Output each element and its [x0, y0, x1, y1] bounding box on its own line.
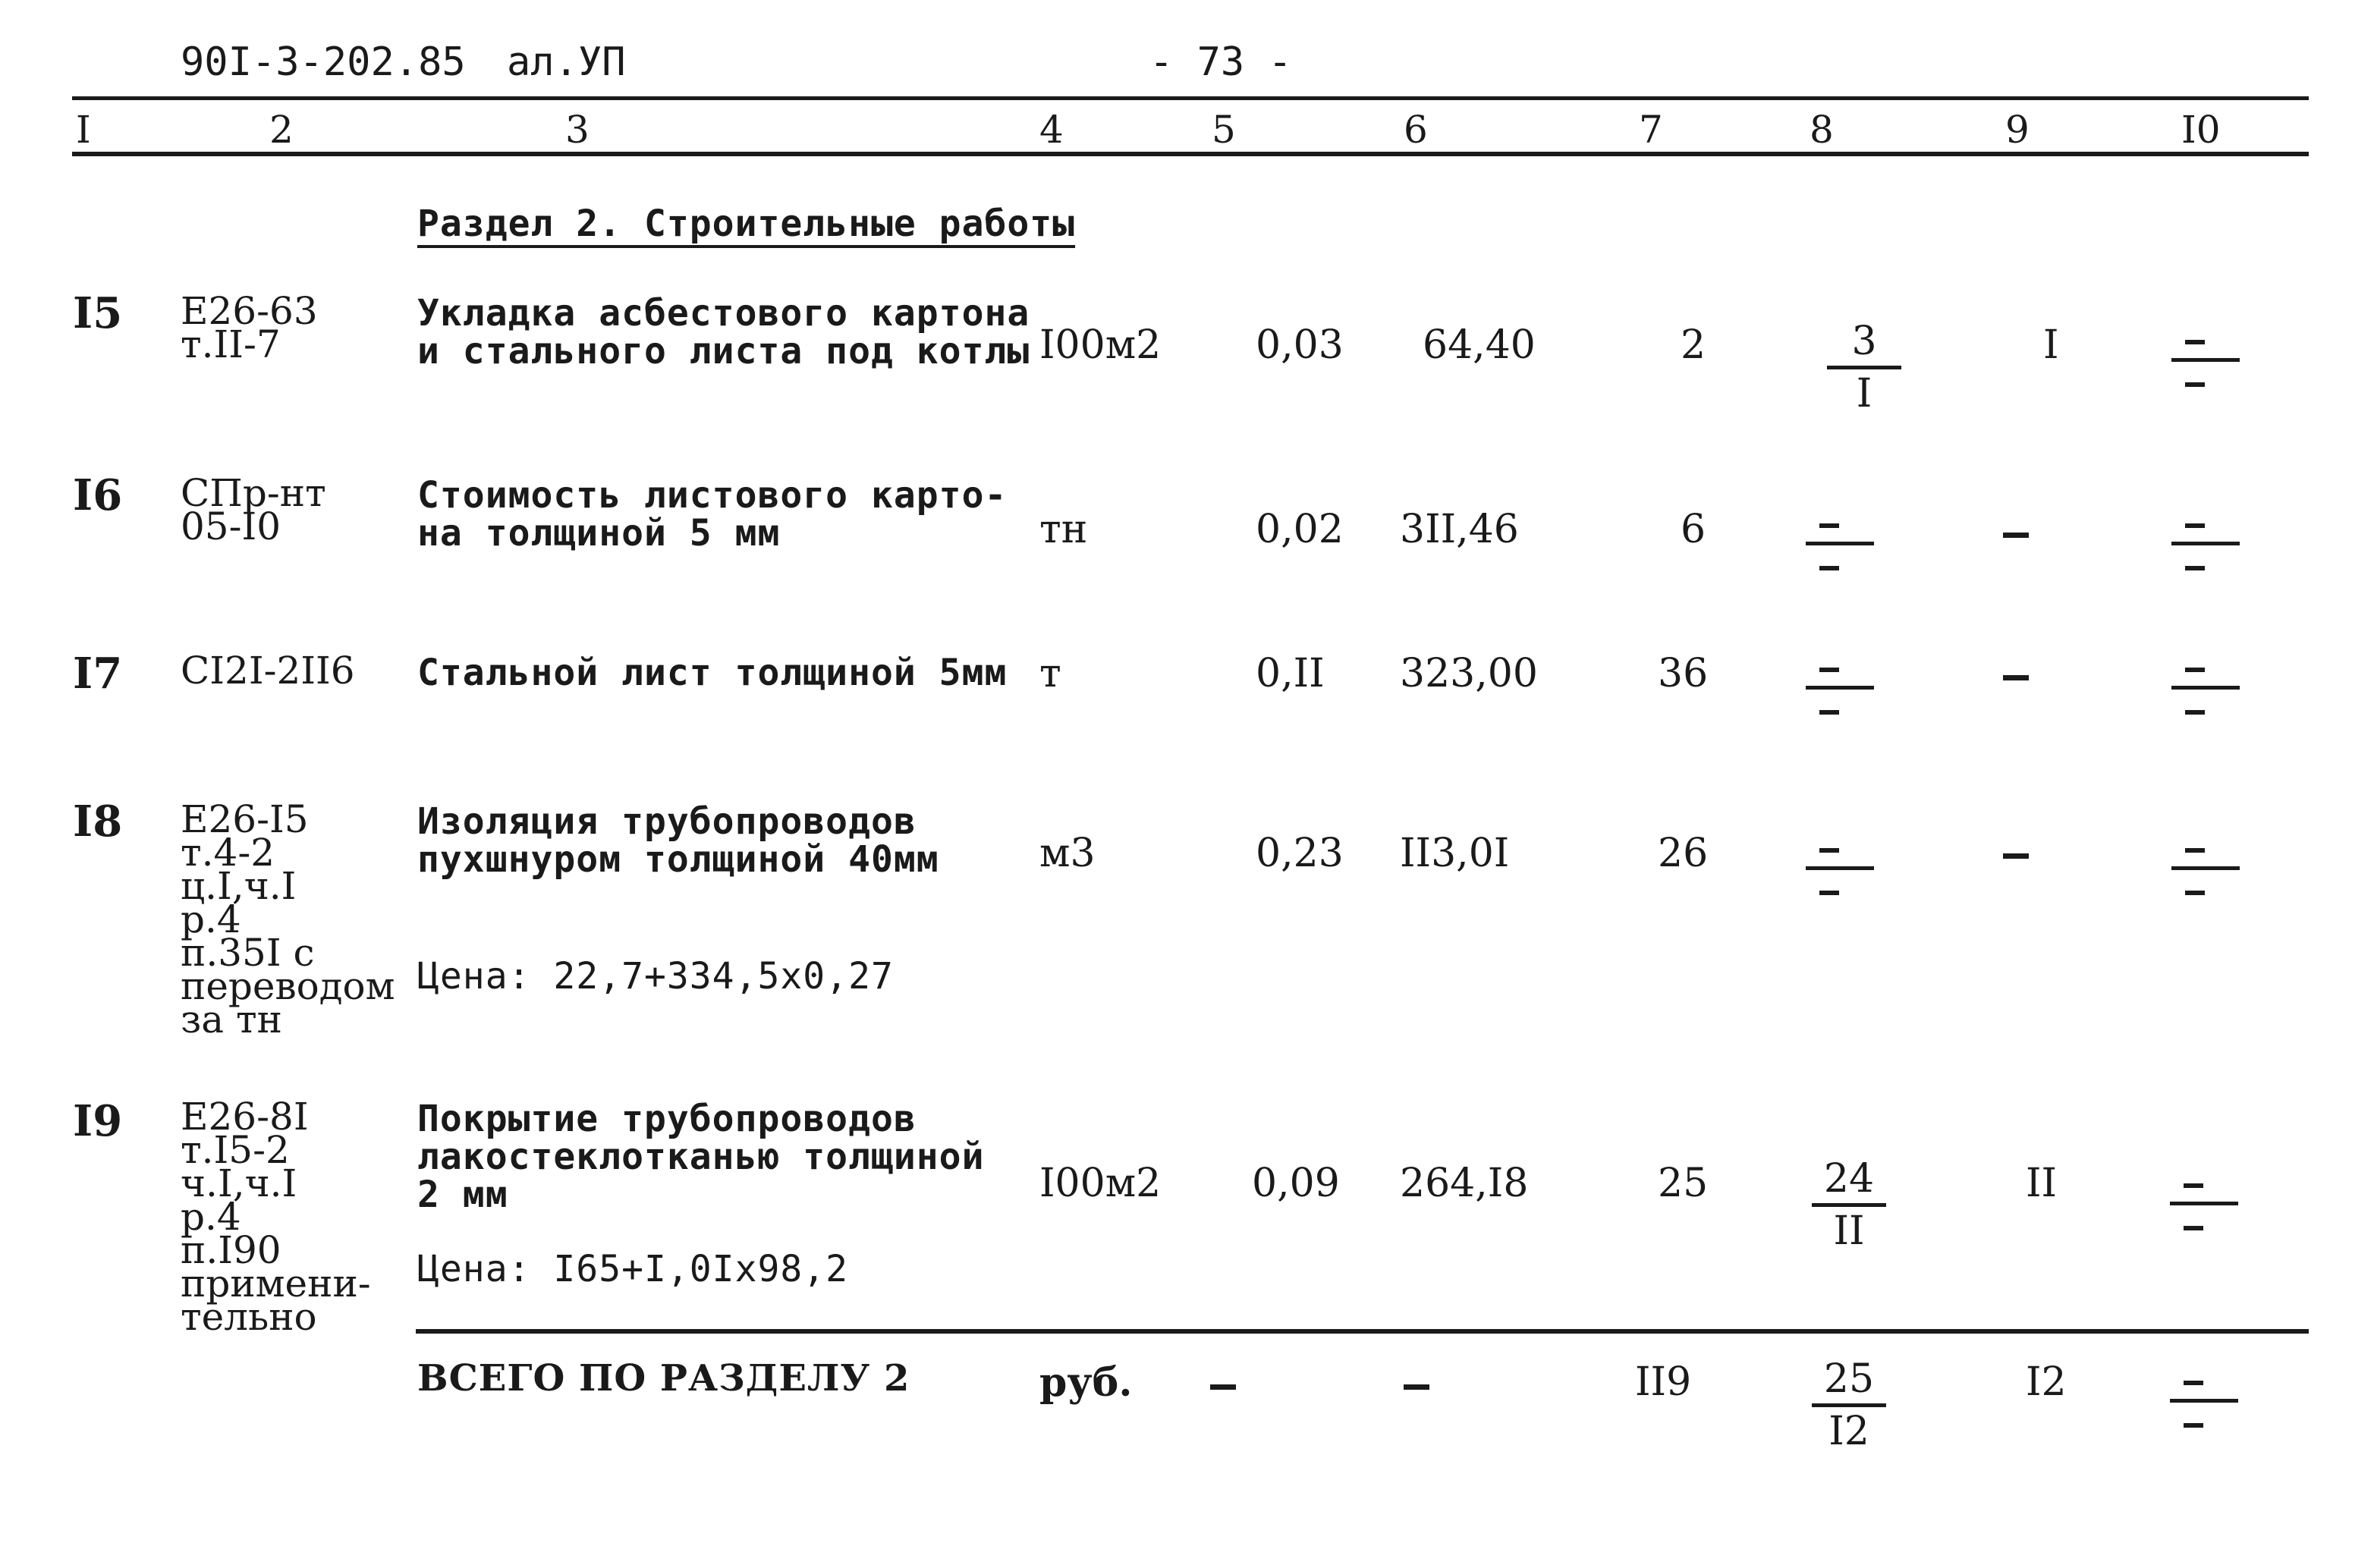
- description-line: Покрытие трубопроводов: [417, 1098, 917, 1140]
- col10-dash-fraction: [2171, 325, 2247, 416]
- page-number: - 73 -: [1149, 39, 1292, 85]
- rate-code-line: тельно: [181, 1295, 317, 1339]
- col10-dash-fraction: [2171, 652, 2247, 743]
- quantity: 0,II: [1256, 651, 1325, 696]
- row-number: I9: [73, 1096, 123, 1146]
- rate-code-line: т.4-2: [181, 831, 275, 875]
- column-number-9: 9: [2005, 108, 2030, 152]
- total-rule: [416, 1329, 2309, 1334]
- total-cost: 26: [1658, 831, 1709, 876]
- fraction-numerator: 24: [1823, 1156, 1875, 1202]
- row-number: I7: [73, 649, 123, 699]
- col8-dash-fraction: [1806, 833, 1882, 924]
- description-line: Стальной лист толщиной 5мм: [417, 652, 1008, 694]
- total-cost: 2: [1681, 322, 1706, 368]
- col6-dash: [1404, 1384, 1429, 1390]
- column-number-4: 4: [1039, 108, 1064, 152]
- document-code: 90I-3-202.85: [181, 39, 466, 85]
- fraction-denominator: I2: [1828, 1409, 1869, 1454]
- col9-dash: [2003, 675, 2029, 680]
- column-number-5: 5: [1212, 108, 1236, 152]
- total-cost: 36: [1658, 651, 1709, 696]
- rate-code-line: т.II-7: [181, 322, 281, 366]
- description-line: 2 мм: [417, 1174, 508, 1216]
- unit-price: 264,I8: [1400, 1161, 1529, 1206]
- unit-price: II3,0I: [1400, 831, 1510, 876]
- quantity: 0,03: [1256, 322, 1344, 368]
- rate-code-line: р.4: [181, 897, 241, 941]
- rate-code-line: ц.I,ч.I: [181, 864, 297, 908]
- work-description: [417, 654, 1007, 692]
- col10-dash-fraction: [2170, 1365, 2246, 1456]
- rate-code-line: ч.I,ч.I: [181, 1161, 297, 1205]
- rate-code-line: E26-63: [181, 289, 318, 333]
- quantity: 0,02: [1256, 507, 1344, 552]
- description-line: лакостеклотканью толщиной: [417, 1136, 985, 1178]
- fraction-denominator: II: [1833, 1208, 1865, 1254]
- price-note: Цена: 22,7+334,5х0,27: [417, 955, 894, 998]
- col10-dash-fraction: [2170, 1168, 2246, 1259]
- row-number: I6: [73, 470, 123, 520]
- rate-code-line: п.I90: [181, 1228, 281, 1272]
- unit: I00м2: [1039, 1161, 1162, 1206]
- section-title: Раздел 2. Строительные работы: [417, 203, 1076, 245]
- rate-code-line: СПр-нт: [181, 471, 326, 515]
- unit: I00м2: [1039, 322, 1162, 368]
- total-cost: 6: [1681, 507, 1706, 552]
- description-line: на толщиной 5 мм: [417, 512, 781, 555]
- description-line: Изоляция трубопроводов: [417, 800, 917, 843]
- unit: м3: [1039, 831, 1096, 876]
- rate-code-line: р.4: [181, 1195, 241, 1239]
- fraction-numerator: 3: [1851, 319, 1877, 364]
- work-description: [417, 474, 1008, 555]
- work-description: [417, 800, 939, 881]
- column-number-10: I0: [2181, 108, 2221, 152]
- rate-code-line: примени-: [181, 1262, 371, 1306]
- description-line: Укладка асбестового картона: [417, 292, 1030, 335]
- column-number-2: 2: [269, 108, 294, 152]
- table-top-rule: [72, 96, 2309, 100]
- col9-dash: [2003, 533, 2029, 538]
- description-line: и стального листа под котлы: [417, 330, 1030, 372]
- col9-value: I: [2043, 322, 2059, 368]
- rate-code-line: за тн: [181, 998, 282, 1042]
- table-header-rule: [72, 152, 2309, 156]
- quantity: 0,09: [1252, 1161, 1340, 1206]
- unit-price: 3II,46: [1400, 507, 1519, 552]
- column-number-8: 8: [1810, 108, 1834, 152]
- column-number-7: 7: [1639, 108, 1663, 152]
- row-number: I8: [73, 797, 123, 847]
- unit: т: [1039, 651, 1061, 696]
- rate-code-line: E26-I5: [181, 797, 309, 841]
- rate-code-line: CI2I-2II6: [181, 649, 355, 693]
- rate-code-line: п.35I с: [181, 931, 315, 975]
- col9-value: II: [2026, 1161, 2058, 1206]
- col8-fraction: [1807, 1155, 1891, 1255]
- rate-code-line: переводом: [181, 964, 395, 1008]
- rate-code: [181, 649, 355, 693]
- total-unit: руб.: [1039, 1359, 1133, 1406]
- fraction-numerator: 25: [1823, 1356, 1875, 1402]
- col8-dash-fraction: [1806, 652, 1882, 743]
- column-number-6: 6: [1404, 108, 1428, 152]
- work-description: [417, 294, 1030, 370]
- column-number-3: 3: [565, 108, 590, 152]
- rate-code: [181, 289, 318, 366]
- rate-code: [181, 471, 326, 548]
- description-line: Стоимость листового карто-: [417, 474, 1008, 517]
- unit: тн: [1039, 507, 1088, 552]
- rate-code-line: т.I5-2: [181, 1128, 290, 1172]
- col8-dash-fraction: [1806, 508, 1882, 599]
- quantity: 0,23: [1256, 831, 1344, 876]
- col8-fraction: [1807, 1355, 1891, 1456]
- total-cost: 25: [1658, 1161, 1709, 1206]
- fraction-denominator: I: [1856, 371, 1872, 416]
- col10-dash-fraction: [2171, 833, 2247, 924]
- col10-dash-fraction: [2171, 508, 2247, 599]
- work-description: [417, 1100, 984, 1214]
- album-number: ал.УП: [507, 39, 626, 85]
- col9-value: I2: [2026, 1359, 2067, 1405]
- col8-fraction: [1822, 317, 1906, 418]
- column-number-1: I: [76, 108, 91, 152]
- rate-code: [181, 1095, 371, 1339]
- total-label: ВСЕГО ПО РАЗДЕЛУ 2: [417, 1357, 910, 1400]
- total-cost: II9: [1635, 1359, 1692, 1405]
- rate-code-line: 05-I0: [181, 504, 281, 548]
- rate-code-line: E26-8I: [181, 1095, 309, 1139]
- col9-dash: [2003, 853, 2029, 859]
- unit-price: 323,00: [1400, 651, 1538, 696]
- unit-price: 64,40: [1423, 322, 1536, 368]
- rate-code: [181, 797, 395, 1042]
- row-number: I5: [73, 288, 123, 338]
- col5-dash: [1210, 1384, 1236, 1390]
- description-line: пухшнуром толщиной 40мм: [417, 838, 939, 881]
- price-note: Цена: I65+I,0Iх98,2: [417, 1248, 849, 1290]
